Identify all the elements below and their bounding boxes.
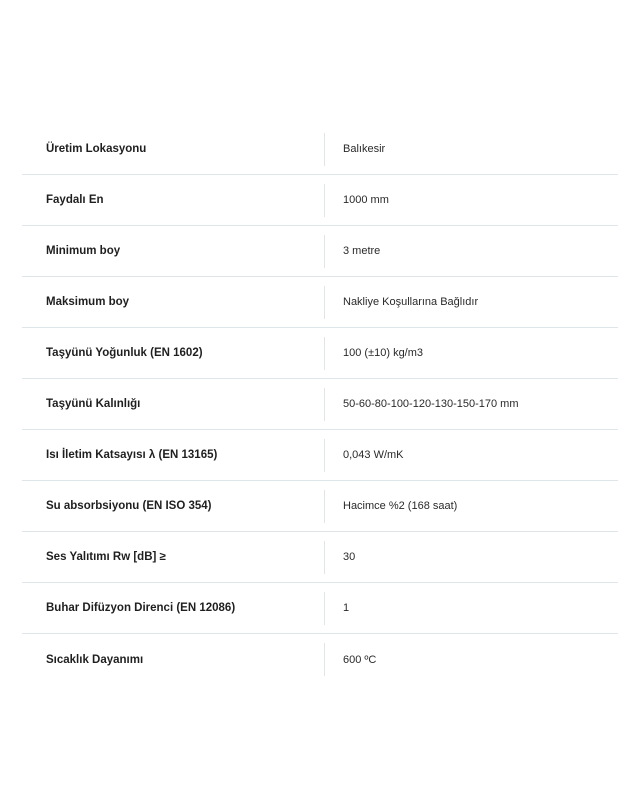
spec-value: 30: [343, 551, 356, 563]
spec-label: Isı İletim Katsayısı λ (EN 13165): [46, 449, 218, 461]
spec-label: Taşyünü Kalınlığı: [46, 398, 141, 410]
spec-label: Taşyünü Yoğunluk (EN 1602): [46, 347, 203, 359]
spec-value: 3 metre: [343, 245, 381, 257]
spec-label: Buhar Difüzyon Direnci (EN 12086): [46, 602, 236, 614]
spec-row: [22, 277, 618, 328]
spec-row: [22, 124, 618, 175]
spec-row: [22, 328, 618, 379]
spec-value: 0,043 W/mK: [343, 449, 404, 461]
spec-table: [22, 124, 618, 685]
spec-row: [22, 226, 618, 277]
spec-row: [22, 532, 618, 583]
spec-label: Ses Yalıtımı Rw [dB] ≥: [46, 551, 166, 563]
spec-label: Sıcaklık Dayanımı: [46, 653, 144, 666]
spec-row: [22, 481, 618, 532]
spec-row: [22, 634, 618, 685]
spec-value: 1000 mm: [343, 194, 389, 206]
spec-label: Minimum boy: [46, 245, 121, 257]
spec-value: Nakliye Koşullarına Bağlıdır: [343, 296, 479, 308]
spec-value: Hacimce %2 (168 saat): [343, 500, 458, 512]
spec-value: 1: [343, 602, 350, 614]
spec-value: 600 ºC: [343, 653, 377, 666]
spec-value: 100 (±10) kg/m3: [343, 347, 424, 359]
spec-row: [22, 379, 618, 430]
spec-label: Su absorbsiyonu (EN ISO 354): [46, 500, 212, 512]
spec-value: 50-60-80-100-120-130-150-170 mm: [343, 398, 519, 410]
spec-row: [22, 175, 618, 226]
spec-row: [22, 430, 618, 481]
spec-label: Maksimum boy: [46, 296, 130, 308]
spec-row: [22, 583, 618, 634]
spec-label: Faydalı En: [46, 194, 104, 206]
spec-label: Üretim Lokasyonu: [46, 143, 147, 155]
spec-value: Balıkesir: [343, 143, 386, 155]
